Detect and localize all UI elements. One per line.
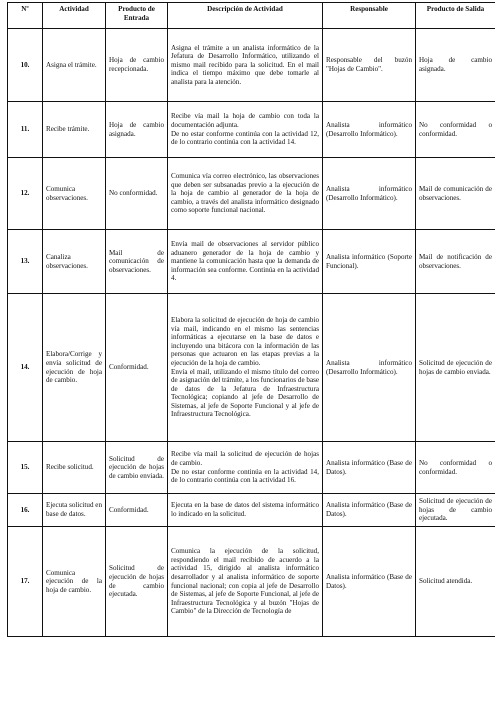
row-description <box>168 527 323 637</box>
row-activity: Elabora/Corrige y envía solicitud de ejecución de hoja de cambio. <box>43 294 106 442</box>
row-number: 12. <box>8 158 43 230</box>
row-input-product: Solicitud de ejecución de hojas de cambio ejecutada. <box>106 527 168 637</box>
row-activity: Canaliza observaciones. <box>43 230 106 294</box>
row-input-product: Hoja de cambio recepcionada. <box>106 29 168 102</box>
row-description <box>168 29 323 102</box>
description-paragraph: Ejecuta en la base de datos del sistema informático lo indicado en la solicitud. <box>171 501 319 518</box>
header-activity-description: Descripción de Actividad <box>168 3 323 29</box>
row-input-product: Conformidad. <box>106 294 168 442</box>
row-activity: Comunica observaciones. <box>43 158 106 230</box>
row-description <box>168 230 323 294</box>
description-paragraph: Recibe vía mail la solicitud de ejecución de hojas de cambio. <box>171 450 319 467</box>
description-paragraph: Recibe vía mail la hoja de cambio con toda la documentación adjunta. <box>171 112 319 129</box>
row-input-product: Solicitud de ejecución de hojas de cambio enviada. <box>106 442 168 494</box>
row-output-product: Solicitud de ejecución de hojas de cambio enviada. <box>416 294 496 442</box>
description-paragraph: Comunica la ejecución de la solicitud, respondiendo el mail recibido de acuerdo a la actividad 15, dirigido al analista informático desarrollador y al analista informático de soporte funcional nacional; con copia al jefe de Desarrollo de Sistemas, al jefe de Soporte Funcional, al jefe de Infraestructura Tecnológica y al buzón "Hojas de Cambio" de la Dirección de Tecnología de <box>171 547 319 616</box>
row-output-product: Mail de comunicación de observaciones. <box>416 158 496 230</box>
table-row <box>8 230 496 294</box>
row-input-product: Mail de comunicación de observaciones. <box>106 230 168 294</box>
row-activity: Recibe solicitud. <box>43 442 106 494</box>
table-row <box>8 158 496 230</box>
row-number: 13. <box>8 230 43 294</box>
row-activity: Ejecuta solicitud en base de datos. <box>43 494 106 527</box>
row-activity: Recibe trámite. <box>43 102 106 158</box>
row-responsible: Analista informático (Base de Datos). <box>323 527 416 637</box>
row-responsible: Responsable del buzón "Hojas de Cambio". <box>323 29 416 102</box>
table-body <box>8 29 496 637</box>
row-number: 11. <box>8 102 43 158</box>
header-number: Nº <box>8 3 43 29</box>
row-number: 15. <box>8 442 43 494</box>
row-number: 17. <box>8 527 43 637</box>
row-description <box>168 442 323 494</box>
description-paragraph: Envía mail de observaciones al servidor público aduanero generador de la hoja de cambio y mantiene la comunicación hasta que la demanda de información sea conforme. Continúa en la actividad 4. <box>171 240 319 283</box>
row-responsible: Analista informático (Base de Datos). <box>323 494 416 527</box>
table-row <box>8 29 496 102</box>
table-row <box>8 442 496 494</box>
row-responsible: Analista informático (Desarrollo Informático). <box>323 158 416 230</box>
header-output-product: Producto de Salida <box>416 3 496 29</box>
table-row <box>8 494 496 527</box>
row-output-product: No conformidad o conformidad. <box>416 442 496 494</box>
description-paragraph: Comunica vía correo electrónico, las observaciones que deben ser subsanadas previo a la ejecución de la hoja de cambio al generador de la hoja de cambio, a través del analista informático designado como soporte funcional nacional. <box>171 172 319 215</box>
description-paragraph: De no estar conforme continúa en la actividad 14, de lo contrario continúa con la actividad 16. <box>171 467 319 485</box>
activity-table <box>7 2 495 637</box>
row-input-product: No conformidad. <box>106 158 168 230</box>
description-paragraph: De no estar conforme continúa con la actividad 12, de lo contrario continúa con la actividad 14. <box>171 129 319 147</box>
row-output-product: Solicitud de ejecución de hojas de cambio ejecutada. <box>416 494 496 527</box>
row-description <box>168 494 323 527</box>
row-input-product: Conformidad. <box>106 494 168 527</box>
row-output-product: Mail de notificación de observaciones. <box>416 230 496 294</box>
row-description <box>168 158 323 230</box>
table-row <box>8 102 496 158</box>
table-row <box>8 527 496 637</box>
table-header-row <box>8 3 496 29</box>
row-responsible: Analista informático (Base de Datos). <box>323 442 416 494</box>
row-number: 16. <box>8 494 43 527</box>
row-responsible: Analista informático (Desarrollo Informático). <box>323 294 416 442</box>
row-output-product: Solicitud atendida. <box>416 527 496 637</box>
row-description <box>168 102 323 158</box>
header-responsible: Responsable <box>323 3 416 29</box>
description-paragraph: Asigna el trámite a un analista informático de la Jefatura de Desarrollo Informático, utilizando el mismo mail recibido para la solicitud. En el mail indica el tiempo máximo que debe tomarle al analista para la atención. <box>171 43 319 86</box>
description-paragraph: Elabora la solicitud de ejecución de hoja de cambio vía mail, indicando en el mismo las sentencias informáticas a ejecutarse en la base de datos e incluyendo una bitácora con la información de las personas que actuaron en las etapas previas a la ejecución de la hoja de cambio. <box>171 315 319 367</box>
row-activity: Asigna el trámite. <box>43 29 106 102</box>
description-paragraph: Envía el mail, utilizando el mismo título del correo de asignación del trámite, a los funcionarios de base de datos de la Jefatura de Infraestructura Tecnológica; copiando al jefe de Desarrollo de Sistemas, al jefe de Soporte Funcional y al jefe de Infraestructura Tecnológica. <box>171 367 319 419</box>
row-output-product: No conformidad o conformidad. <box>416 102 496 158</box>
row-output-product: Hoja de cambio asignada. <box>416 29 496 102</box>
row-number: 10. <box>8 29 43 102</box>
row-number: 14. <box>8 294 43 442</box>
header-input-product: Producto de Entrada <box>106 3 168 29</box>
row-responsible: Analista informático (Soporte Funcional). <box>323 230 416 294</box>
row-activity: Comunica ejecución de la hoja de cambio. <box>43 527 106 637</box>
header-activity: Actividad <box>43 3 106 29</box>
row-description <box>168 294 323 442</box>
table-row <box>8 294 496 442</box>
row-input-product: Hoja de cambio asignada. <box>106 102 168 158</box>
row-responsible: Analista informático (Desarrollo Informático). <box>323 102 416 158</box>
procedure-document <box>7 2 495 717</box>
